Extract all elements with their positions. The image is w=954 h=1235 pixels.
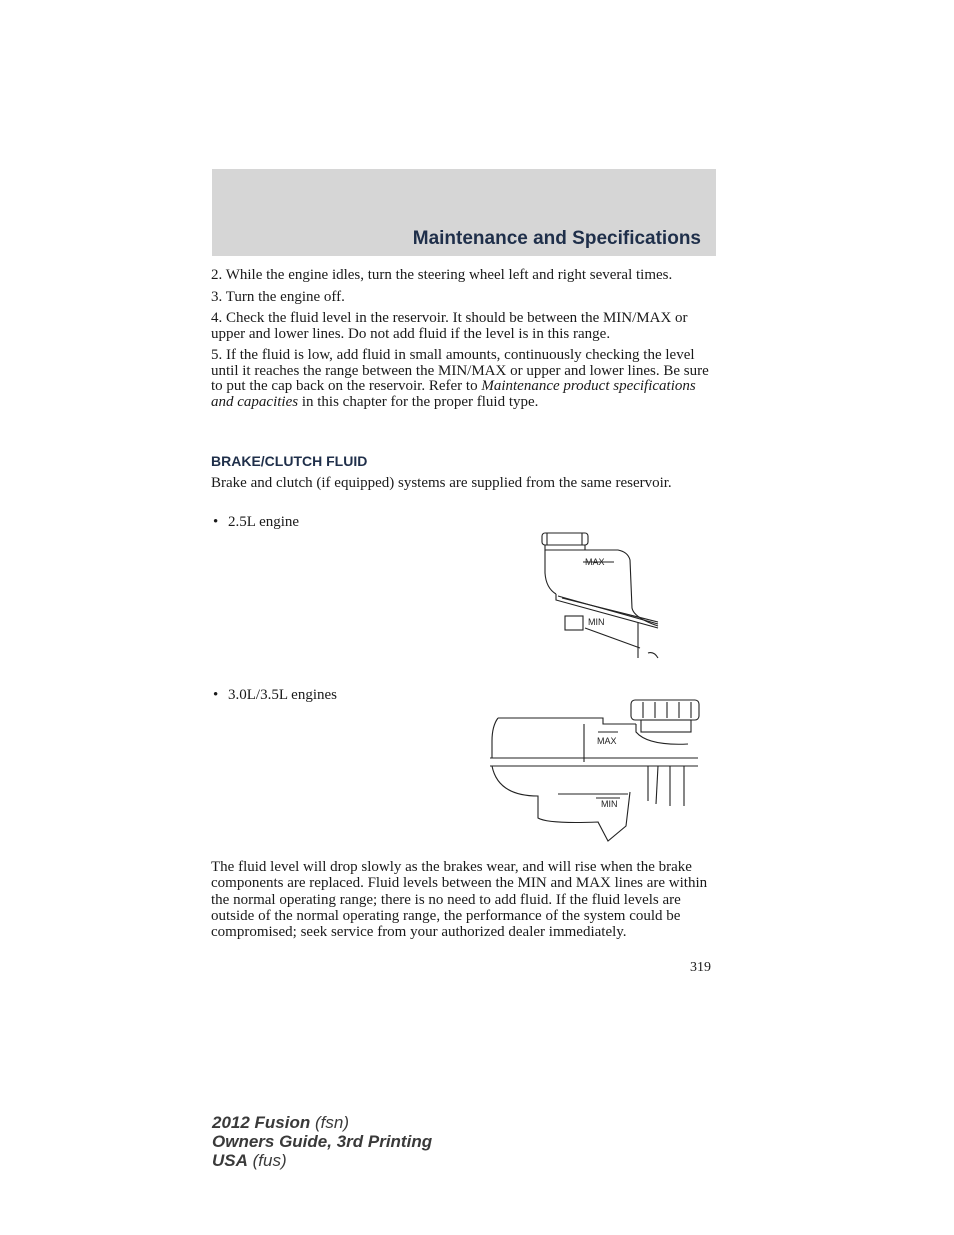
fig2-max-label: MAX [597, 736, 617, 746]
step-3: 3. Turn the engine off. [211, 288, 345, 305]
reservoir-diagram-2-5l [530, 528, 665, 663]
footer-line-2 [212, 1132, 432, 1151]
bullet-dot: • [213, 514, 219, 530]
page-number: 319 [690, 960, 711, 975]
section-intro: Brake and clutch (if equipped) systems are supplied from the same reservoir. [211, 475, 672, 491]
step-2: 2. While the engine idles, turn the steering wheel left and right several times. [211, 267, 673, 283]
fig1-min-label: MIN [588, 617, 605, 627]
footer-model-code: (fsn) [310, 1113, 349, 1132]
section-heading: BRAKE/CLUTCH FLUID [211, 453, 368, 469]
footer-imprint [212, 1113, 432, 1170]
step-5-text-a: 5. If the fluid is low, add fluid in small amounts, continuously checking the level until it reaches the range between the MIN/MAX or upper and lower lines. Be sure to put the cap back on the reservoir. Refer to [211, 347, 709, 394]
bullet-3-0l-3-5l [213, 687, 337, 703]
footer-line-3 [212, 1151, 432, 1170]
steering-steps [211, 268, 717, 416]
reservoir-2-5l-drawing [530, 528, 665, 663]
step-4: 4. Check the fluid level in the reservoir. It should be between the MIN/MAX or upper and lower lines. Do not add fluid if the level is in this range. [211, 310, 688, 342]
bullet-2-5l-label: 2.5L engine [228, 514, 300, 530]
footer-market-code: (fus) [247, 1151, 287, 1170]
footer-model: 2012 Fusion [212, 1113, 311, 1132]
fig2-min-label: MIN [601, 799, 618, 809]
fig1-max-label: MAX [585, 557, 605, 567]
footer-market: USA [212, 1151, 248, 1170]
bullet-3-0l-3-5l-label: 3.0L/3.5L engines [228, 687, 338, 703]
step-5-reference: Maintenance product specifications and capacities [211, 378, 696, 410]
page-title: Maintenance and Specifications [412, 228, 701, 249]
footer-line-1 [212, 1113, 432, 1132]
header-band [212, 169, 716, 256]
reservoir-3-0l-3-5l-drawing [488, 696, 702, 848]
bullet-2-5l [213, 514, 299, 530]
step-5-text-b: in this chapter for the proper fluid type. [298, 393, 539, 410]
reservoir-diagram-3-0l-3-5l [488, 696, 702, 848]
closing-paragraph: The fluid level will drop slowly as the brakes wear, and will rise when the brake components are replaced. Fluid levels between the MIN and MAX lines are within the normal operating range; there is no need to add fluid. If the fluid levels are outside of the normal operating range, the performance of the system could be compromised; seek service from your authorized dealer immediately. [211, 859, 708, 941]
step-5 [211, 348, 717, 410]
bullet-dot: • [213, 687, 219, 703]
footer-printing: Owners Guide, 3rd Printing [212, 1132, 433, 1151]
